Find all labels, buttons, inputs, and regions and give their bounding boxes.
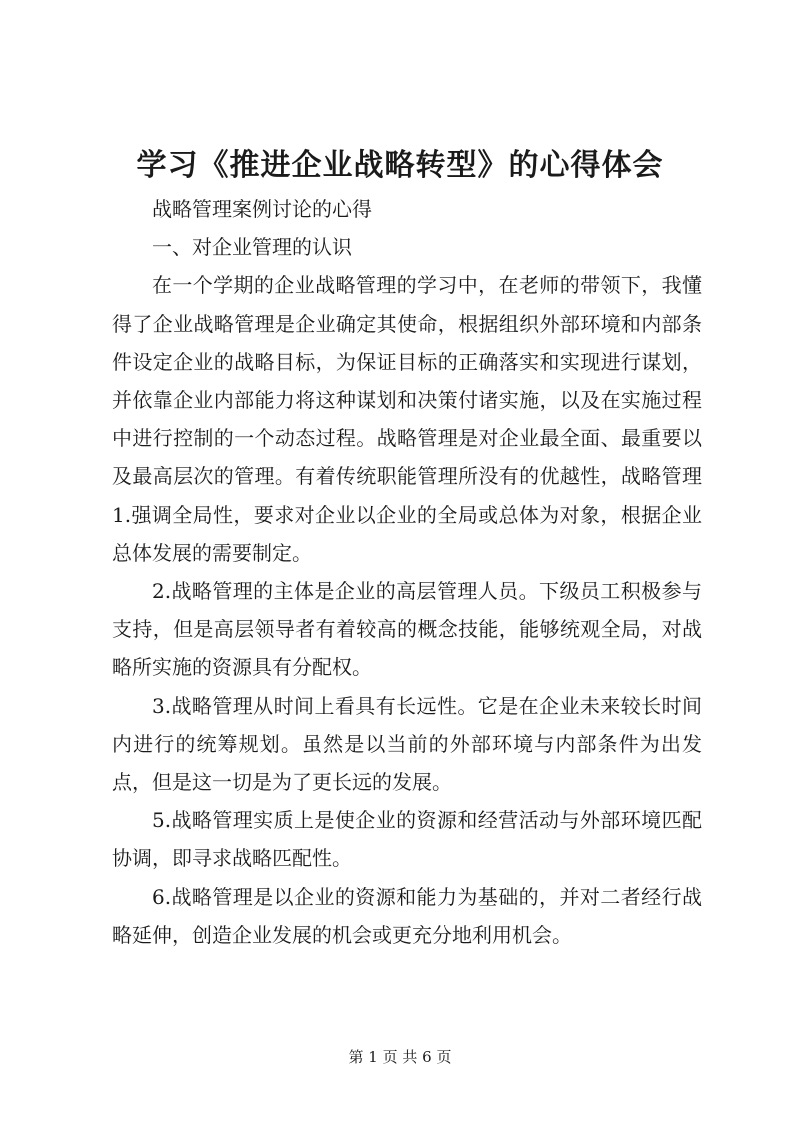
page-footer: 第 1 页 共 6 页: [348, 1048, 452, 1066]
section-heading: 一、对企业管理的认识: [152, 235, 352, 260]
document-body: [112, 190, 702, 954]
document-title: 学习《推进企业战略转型》的心得体会: [136, 148, 664, 183]
body-paragraph: 5.战略管理实质上是使企业的资源和经营活动与外部环境匹配协调，即寻求战略匹配性。: [112, 808, 702, 871]
body-paragraph: 3.战略管理从时间上看具有长远性。它是在企业未来较长时间内进行的统筹规划。虽然是以当前的外部环境与内部条件为出发点，但是这一切是为了更长远的发展。: [112, 693, 702, 795]
body-paragraph: 6.战略管理是以企业的资源和能力为基础的，并对二者经行战略延伸，创造企业发展的机会或更充分地利用机会。: [112, 884, 702, 947]
subtitle-paragraph: 战略管理案例讨论的心得: [152, 197, 372, 221]
body-paragraph: 2.战略管理的主体是企业的高层管理人员。下级员工积极参与支持，但是高层领导者有着较高的概念技能，能够统观全局，对战略所实施的资源具有分配权。: [112, 579, 702, 680]
body-paragraph: 在一个学期的企业战略管理的学习中，在老师的带领下，我懂得了企业战略管理是企业确定其使命，根据组织外部环境和内部条件设定企业的战略目标，为保证目标的正确落实和实现进行谋划，并依靠企业内部能力将这种谋划和决策付诸实施，以及在实施过程中进行控制的一个动态过程。战略管理是对企业最全面、最重要以及最高层次的管理。有着传统职能管理所没有的优越性，战略管理 1.强调全局性，要求对企业以企业的全局或总体为对象，根据企业总体发展的需要制定。: [112, 273, 702, 565]
